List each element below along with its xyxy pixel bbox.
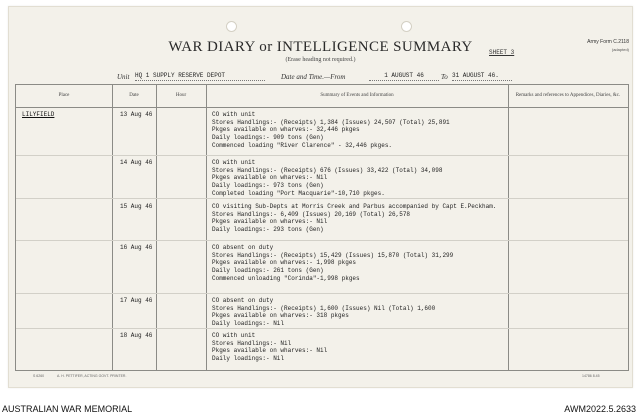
entry-line: Pkges available on wharves:- Nil <box>212 174 328 182</box>
entry-date: 18 Aug 46 <box>120 332 153 339</box>
entry-line: Pkges available on wharves:- Nil <box>212 218 328 226</box>
header-remarks: Remarks and references to Appendices, Diaries, &c. <box>515 93 621 98</box>
header-place: Place <box>58 93 70 98</box>
footer-printer: A. H. PETTIFER, ACTING GOVT. PRINTER. <box>57 374 127 378</box>
header-summary: Summary of Events and Information <box>320 93 394 98</box>
entry-line: Daily loadings:- Nil <box>212 355 285 363</box>
document-title: WAR DIARY or INTELLIGENCE SUMMARY <box>168 39 473 55</box>
unit-label: Unit <box>117 73 130 81</box>
entry-line: Commenced loading "River Clarence" - 32,446 pkges. <box>212 141 393 149</box>
entry-rule <box>16 328 628 329</box>
punch-hole-right <box>401 21 412 32</box>
entry-line: Daily loadings:- 973 tons (Gen) <box>212 182 324 190</box>
entry-lines <box>212 297 512 328</box>
entry-date: 17 Aug 46 <box>120 297 153 304</box>
form-note: (adapted) <box>611 47 629 52</box>
form-number: Army Form C.2118 <box>587 39 629 45</box>
entry-line: Stores Handlings:- (Receipts) 1,600 (Issues) Nil (Total) 1,600 <box>212 304 436 312</box>
entry-line: Stores Handlings:- Nil <box>212 339 292 347</box>
entry-date: 14 Aug 46 <box>120 159 153 166</box>
entry-line: Pkges available on wharves:- 32,446 pkges <box>212 126 360 134</box>
entry-line: Stores Handlings:- (Receipts) 676 (Issues) 33,422 (Total) 34,098 <box>212 166 443 174</box>
entry-rule <box>16 198 628 199</box>
diary-table <box>15 84 629 371</box>
entry-line: Commenced unloading "Corinda"-1,998 pkges <box>212 274 360 282</box>
caption-right: AWM2022.5.2633 <box>564 404 636 414</box>
entry-rule <box>16 293 628 294</box>
date-label: Date and Time.—From <box>281 73 346 81</box>
entry-line: Daily loadings:- 293 tons (Gen) <box>212 226 324 234</box>
entry-line: CO with unit <box>212 159 256 166</box>
entry-line: Daily loadings:- 261 tons (Gen) <box>212 267 324 275</box>
entry-line: Daily loadings:- 909 tons (Gen) <box>212 134 324 142</box>
punch-hole-left <box>226 21 237 32</box>
footer-code-left: S 6260 <box>33 374 45 378</box>
date-from: 1 AUGUST 46 <box>369 71 439 81</box>
entry-lines <box>212 159 512 197</box>
entry-line: CO absent on duty <box>212 297 274 304</box>
entry-line: CO with unit <box>212 111 256 118</box>
caption-left: AUSTRALIAN WAR MEMORIAL <box>2 404 133 414</box>
date-to: 31 AUGUST 46. <box>452 71 512 81</box>
to-label: To <box>441 73 448 81</box>
entry-date: 16 Aug 46 <box>120 244 153 251</box>
entry-lines <box>212 332 512 363</box>
entry-line: CO absent on duty <box>212 244 274 251</box>
entry-line: Pkges available on wharves:- 1,998 pkges <box>212 259 357 267</box>
header-hour: Hour <box>175 93 187 98</box>
unit-date-line <box>9 71 632 83</box>
document-subtitle: (Erase heading not required.) <box>285 57 356 63</box>
entry-line: Completed loading "Port Macquarie"-10,710 pkges. <box>212 189 385 197</box>
unit-value: HQ 1 SUPPLY RESERVE DEPOT <box>135 71 265 81</box>
entry-date: 13 Aug 46 <box>120 111 153 118</box>
diary-sheet <box>8 6 633 388</box>
caption-bar <box>0 402 640 419</box>
entry-lines <box>212 111 512 149</box>
entry-lines <box>212 244 512 282</box>
entry-line: CO with unit <box>212 332 256 339</box>
table-header-row <box>16 85 628 108</box>
entry-line: Stores Handlings:- (Receipts) 15,429 (Issues) 15,870 (Total) 31,299 <box>212 251 454 259</box>
entry-line: Daily loadings:- Nil <box>212 320 285 328</box>
form-number-block <box>559 39 629 53</box>
entry-line: CO visiting Sub-Depts at Morris Creek and Parbus accompanied by Capt E.Peckham. <box>212 203 497 210</box>
entry-line: Pkges available on wharves:- Nil <box>212 347 328 355</box>
sheet-number: SHEET 3 <box>489 49 515 56</box>
entry-rule <box>16 240 628 241</box>
entry-line: Stores Handlings:- 6,409 (Issues) 20,169 (Total) 26,578 <box>212 210 411 218</box>
place-value: LILYFIELD <box>22 111 55 118</box>
entry-rule <box>16 155 628 156</box>
entry-line: Stores Handlings:- (Receipts) 1,384 (Issues) 24,507 (Total) 25,891 <box>212 118 450 126</box>
header-date: Date <box>129 93 139 98</box>
entry-line: Pkges available on wharves:- 318 pkges <box>212 312 349 320</box>
entry-lines <box>212 203 512 234</box>
entry-date: 15 Aug 46 <box>120 203 153 210</box>
footer-code-right: 14786 8.45 <box>582 374 600 378</box>
